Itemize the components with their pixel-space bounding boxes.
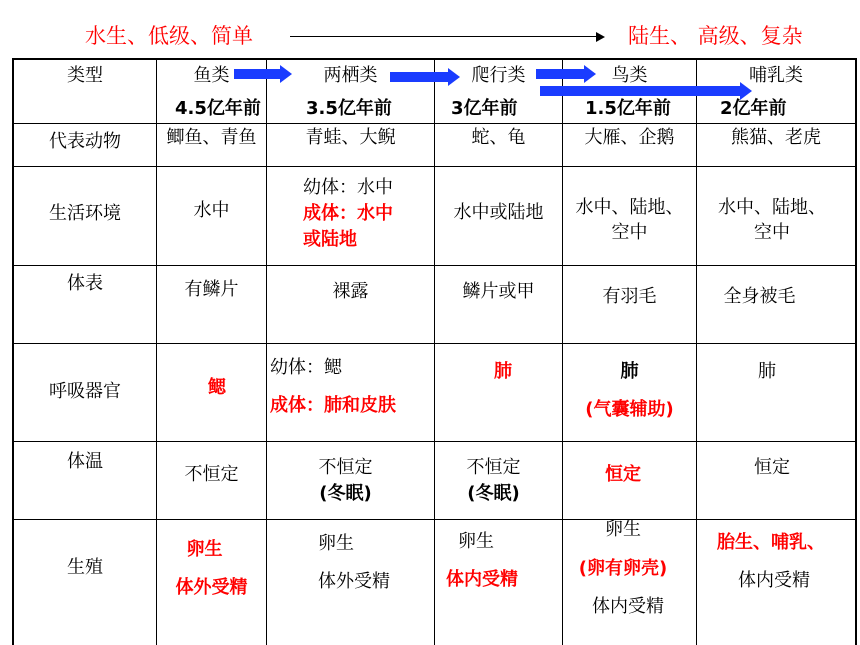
banner-arrow-head	[596, 32, 605, 42]
banner-right-text: 陆生、 高级、复杂	[628, 24, 803, 48]
surface-reptile: 鳞片或甲	[462, 281, 535, 302]
row-label-temperature: 体温	[67, 451, 103, 472]
era-reptile: 3亿年前	[451, 98, 518, 119]
repro-fish-line2: 体外受精	[175, 577, 248, 598]
rep-bird: 大雁、企鹅	[584, 127, 675, 148]
era-fish: 4.5亿年前	[175, 98, 261, 119]
evolution-arrow-reptile-bird	[536, 69, 584, 79]
table-row-divider-4	[12, 343, 857, 344]
header-type-label: 类型	[67, 65, 103, 86]
repro-reptile-line2: 体内受精	[446, 569, 518, 590]
table-row-divider-3	[12, 265, 857, 266]
table-border-top	[12, 58, 857, 60]
banner-left-text: 水生、低级、简单	[85, 24, 253, 48]
temp-mammal: 恒定	[754, 457, 790, 478]
repro-amphibian-line2: 体外受精	[318, 571, 390, 592]
rep-amphibian: 青蛙、大鲵	[305, 127, 396, 148]
habitat-bird-line1: 水中、陆地、	[575, 197, 684, 218]
repro-bird-line1: 卵生	[605, 519, 641, 540]
repro-fish-line1: 卵生	[186, 539, 223, 560]
repro-mammal-line2: 体内受精	[738, 570, 810, 591]
habitat-amphibian-line1: 幼体：水中	[303, 177, 393, 198]
breath-mammal: 肺	[758, 361, 776, 382]
row-label-habitat: 生活环境	[49, 203, 121, 224]
evolution-arrow-fish-amphibian	[234, 69, 280, 79]
breath-reptile: 肺	[494, 361, 512, 382]
breath-fish: 鳃	[208, 377, 226, 398]
header-reptile: 爬行类	[471, 65, 526, 86]
evolution-arrow-amphibian-reptile	[390, 72, 448, 82]
repro-bird-line2: (卵有卵壳)	[578, 558, 668, 579]
temp-fish: 不恒定	[184, 464, 239, 485]
breath-bird-line1: 肺	[620, 361, 639, 382]
evolution-arrow-head-2	[448, 68, 460, 86]
breath-amphibian-line1: 幼体：鳃	[270, 357, 342, 378]
row-label-representative: 代表动物	[49, 131, 121, 152]
table-row-divider-1	[12, 123, 857, 124]
temp-reptile-line1: 不恒定	[466, 457, 521, 478]
era-amphibian: 3.5亿年前	[306, 98, 392, 119]
banner-arrow-line	[290, 36, 600, 37]
row-label-surface: 体表	[67, 273, 103, 294]
era-bird: 1.5亿年前	[585, 98, 671, 119]
temp-bird: 恒定	[605, 464, 641, 485]
table-row-divider-6	[12, 519, 857, 520]
habitat-reptile: 水中或陆地	[453, 202, 544, 223]
repro-amphibian-line1: 卵生	[318, 533, 354, 554]
habitat-bird-line2: 空中	[611, 222, 648, 243]
repro-reptile-line1: 卵生	[458, 531, 494, 552]
temp-amphibian-line2: (冬眠)	[319, 483, 372, 504]
rep-fish: 鲫鱼、青鱼	[166, 127, 257, 148]
evolution-arrow-head-4	[740, 82, 752, 100]
breath-amphibian-line2: 成体：肺和皮肤	[270, 395, 396, 416]
header-fish: 鱼类	[193, 65, 230, 86]
table-border-right	[855, 58, 857, 645]
repro-mammal-line1: 胎生、哺乳、	[717, 532, 825, 553]
surface-amphibian: 裸露	[332, 281, 369, 302]
temp-amphibian-line1: 不恒定	[318, 457, 373, 478]
surface-fish: 有鳞片	[184, 279, 239, 300]
evolution-arrow-reptile-mammal	[540, 86, 740, 96]
evolution-arrow-head-1	[280, 65, 292, 83]
rep-reptile: 蛇、龟	[471, 127, 526, 148]
era-mammal: 2亿年前	[720, 98, 787, 119]
row-label-breathing: 呼吸器官	[49, 381, 121, 402]
surface-mammal: 全身被毛	[723, 286, 796, 307]
temp-reptile-line2: (冬眠)	[467, 483, 520, 504]
header-amphibian: 两栖类	[323, 65, 378, 86]
habitat-amphibian-line2: 成体：水中	[303, 203, 393, 224]
repro-bird-line3: 体内受精	[592, 596, 664, 617]
rep-mammal: 熊猫、老虎	[731, 127, 821, 148]
habitat-amphibian-line3: 或陆地	[303, 229, 357, 250]
habitat-mammal-line1: 水中、陆地、	[718, 197, 826, 218]
surface-bird: 有羽毛	[602, 286, 657, 307]
row-label-reproduction: 生殖	[67, 557, 103, 578]
evolution-arrow-head-3	[584, 65, 596, 83]
breath-bird-line2: (气囊辅助)	[585, 399, 674, 420]
table-row-divider-2	[12, 166, 857, 167]
habitat-fish: 水中	[193, 200, 230, 221]
habitat-mammal-line2: 空中	[754, 222, 790, 243]
table-row-divider-5	[12, 441, 857, 442]
header-bird: 鸟类	[611, 65, 648, 86]
header-mammal: 哺乳类	[749, 65, 803, 86]
